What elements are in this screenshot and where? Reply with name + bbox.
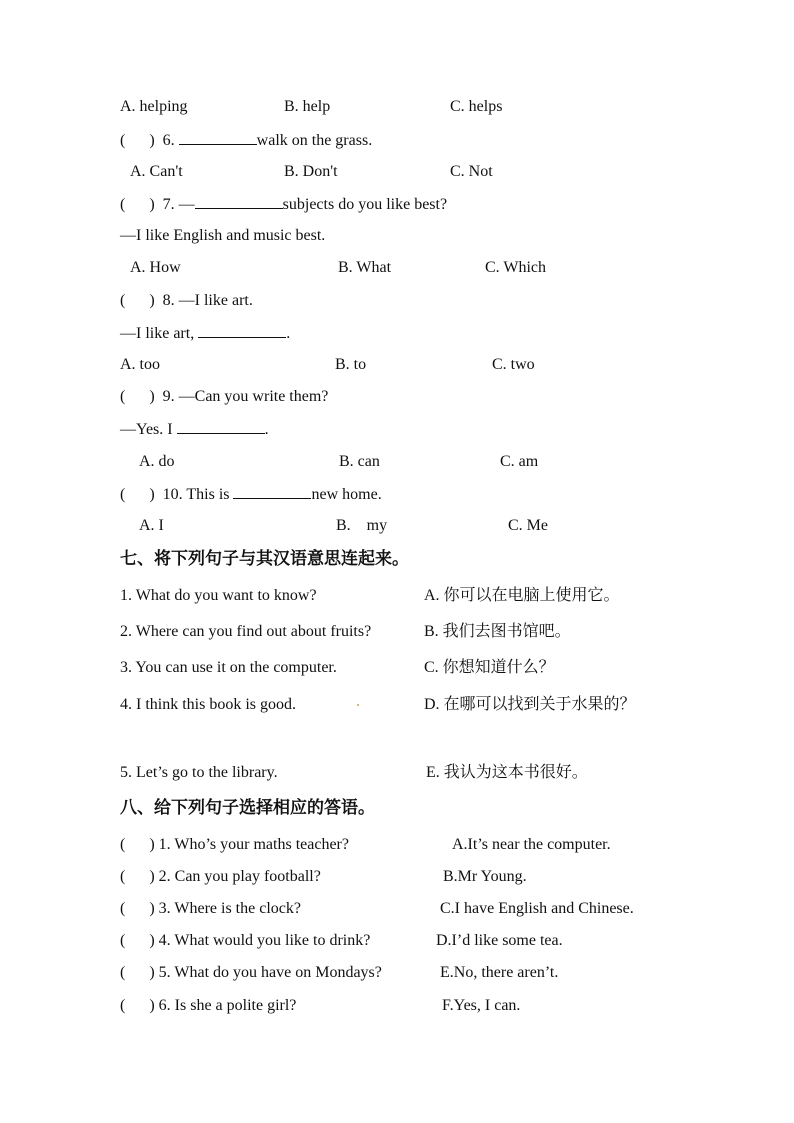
question-text: 1. Who’s your maths teacher? — [158, 836, 349, 853]
q5-option-a: A. helping — [120, 98, 188, 115]
section7-right-d: D. 在哪可以找到关于水果的？ — [424, 696, 636, 713]
question-text: subjects do you like best? — [282, 196, 448, 213]
answer-paren[interactable]: ( ) — [120, 997, 155, 1014]
section8-question-6 — [120, 996, 296, 1016]
stray-mark — [357, 704, 359, 706]
q6-question — [120, 130, 372, 151]
section8-answer-a: A.It’s near the computer. — [452, 836, 611, 853]
section7-right-c: C. 你想知道什么？ — [424, 659, 555, 676]
answer-paren[interactable]: ( ) — [120, 932, 155, 949]
answer-paren[interactable]: ( ) — [120, 836, 155, 853]
section7-title: 七、将下列句子与其汉语意思连起来。 — [120, 549, 409, 568]
answer-text: —I like art, — [120, 325, 199, 342]
section8-question-4 — [120, 931, 370, 951]
section7-left-1: 1. What do you want to know? — [120, 587, 317, 604]
answer-paren[interactable]: ( ) — [120, 196, 155, 213]
answer-paren[interactable]: ( ) — [120, 900, 155, 917]
q7-option-b: B. What — [338, 259, 392, 276]
q7-question — [120, 194, 447, 215]
q8-option-b: B. to — [335, 356, 367, 373]
section8-answer-f: F.Yes, I can. — [442, 997, 521, 1014]
q5-option-c: C. helps — [450, 98, 503, 115]
question-number: 7. — — [162, 196, 195, 213]
question-text: new home. — [311, 486, 382, 503]
section7-right-a: A. 你可以在电脑上使用它。 — [424, 587, 620, 604]
q6-option-a: A. Can't — [130, 163, 183, 180]
answer-paren[interactable]: ( ) — [120, 292, 155, 309]
section8-answer-b: B.Mr Young. — [443, 868, 527, 885]
q6-option-b: B. Don't — [284, 163, 338, 180]
section8-answer-c: C.I have English and Chinese. — [440, 900, 634, 917]
question-number: 6. — [162, 132, 175, 149]
section8-title: 八、给下列句子选择相应的答语。 — [120, 798, 375, 817]
question-number: 10. This is — [162, 486, 234, 503]
question-number: 9. —Can you write them? — [162, 388, 329, 405]
q8-question — [120, 291, 253, 311]
question-text: walk on the grass. — [256, 132, 373, 149]
q9-answer — [120, 419, 269, 440]
fill-blank[interactable] — [177, 419, 265, 434]
q9-question — [120, 387, 328, 407]
q9-option-b: B. can — [339, 453, 380, 470]
question-text: 2. Can you play football? — [158, 868, 321, 885]
q7-answer: —I like English and music best. — [120, 227, 326, 244]
section7-left-4: 4. I think this book is good. — [120, 696, 297, 713]
q5-option-b: B. help — [284, 98, 331, 115]
q7-option-c: C. Which — [485, 259, 547, 276]
question-text: 4. What would you like to drink? — [158, 932, 371, 949]
q10-option-b: B. my — [336, 517, 388, 534]
section8-question-1 — [120, 835, 349, 855]
fill-blank[interactable] — [195, 194, 283, 209]
q6-option-c: C. Not — [450, 163, 493, 180]
answer-paren[interactable]: ( ) — [120, 964, 155, 981]
fill-blank[interactable] — [179, 130, 257, 145]
q10-question — [120, 484, 382, 505]
q9-option-c: C. am — [500, 453, 539, 470]
q7-option-a: A. How — [130, 259, 181, 276]
question-text: 5. What do you have on Mondays? — [158, 964, 382, 981]
q9-option-a: A. do — [139, 453, 175, 470]
section7-right-b: B. 我们去图书馆吧。 — [424, 623, 571, 640]
q8-answer — [120, 323, 290, 344]
section7-left-5: 5. Let’s go to the library. — [120, 764, 278, 781]
q8-option-a: A. too — [120, 356, 160, 373]
answer-text: —Yes. I — [120, 421, 177, 438]
section8-question-5 — [120, 963, 382, 983]
section7-right-e: E. 我认为这本书很好。 — [426, 764, 588, 781]
q8-option-c: C. two — [492, 356, 535, 373]
fill-blank[interactable] — [198, 323, 286, 338]
answer-paren[interactable]: ( ) — [120, 388, 155, 405]
answer-paren[interactable]: ( ) — [120, 486, 155, 503]
q10-option-a: A. I — [139, 517, 164, 534]
question-text: 3. Where is the clock? — [158, 900, 301, 917]
q10-option-c: C. Me — [508, 517, 548, 534]
section8-question-3 — [120, 899, 301, 919]
question-text: 6. Is she a polite girl? — [158, 997, 297, 1014]
section8-answer-d: D.I’d like some tea. — [436, 932, 563, 949]
fill-blank[interactable] — [233, 484, 311, 499]
answer-paren[interactable]: ( ) — [120, 868, 155, 885]
answer-paren[interactable]: ( ) — [120, 132, 155, 149]
section7-left-2: 2. Where can you find out about fruits? — [120, 623, 372, 640]
section8-answer-e: E.No, there aren’t. — [440, 964, 559, 981]
period: . — [286, 325, 291, 342]
question-number: 8. —I like art. — [162, 292, 253, 309]
section8-question-2 — [120, 867, 321, 887]
period: . — [264, 421, 269, 438]
section7-left-3: 3. You can use it on the computer. — [120, 659, 337, 676]
